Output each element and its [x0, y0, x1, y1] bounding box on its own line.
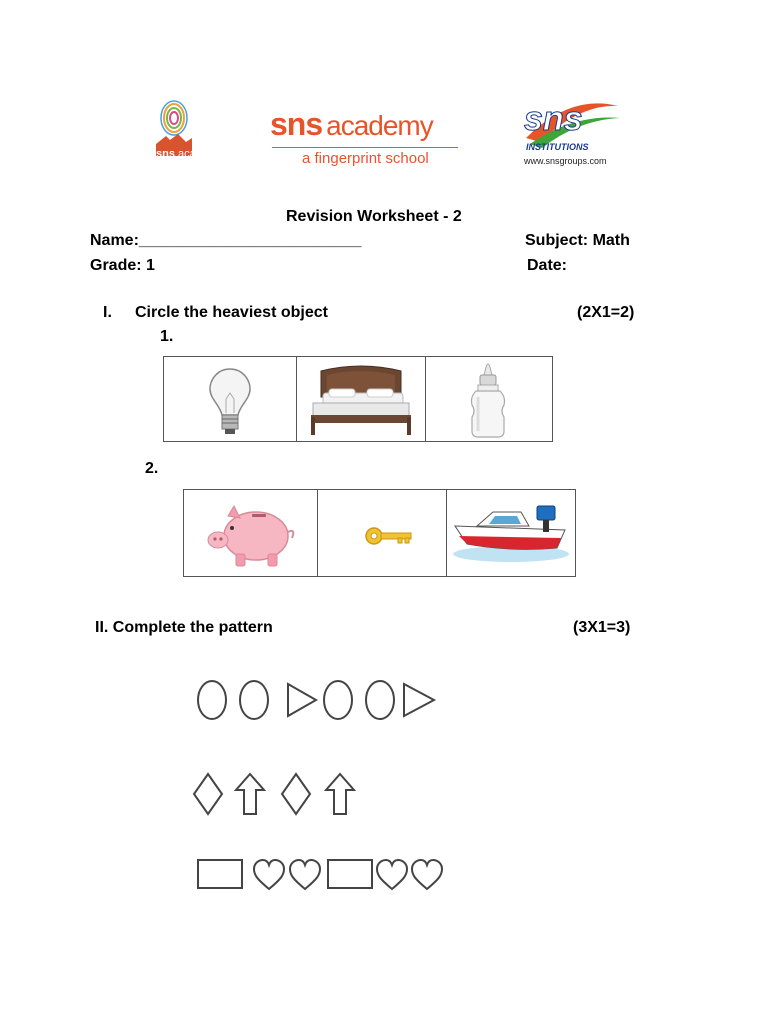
logo-left-brand: sns academy — [156, 148, 223, 160]
pattern-row-3[interactable] — [194, 856, 444, 896]
rectangle-shape — [198, 860, 242, 888]
diamond-shape — [194, 774, 222, 814]
logo-left — [152, 96, 226, 174]
question-1-cell-bed[interactable] — [297, 357, 426, 442]
bulb-icon — [164, 357, 296, 441]
section1-title: Circle the heaviest object — [135, 304, 328, 321]
heart-shape — [377, 860, 407, 889]
bottle-icon — [426, 357, 552, 441]
arrow-up-shape — [236, 774, 264, 814]
question-1-cell-bottle[interactable] — [426, 357, 553, 442]
key-icon — [318, 490, 446, 576]
logo-center-divider — [272, 147, 458, 148]
grade-field: Grade: 1 — [90, 257, 155, 274]
logo-right-url: www.snsgroups.com — [524, 156, 607, 166]
question-2-cell-piggy-bank[interactable] — [184, 490, 318, 577]
question-2-number: 2. — [145, 460, 159, 477]
worksheet-title: Revision Worksheet - 2 — [286, 208, 462, 225]
question-2-cell-key[interactable] — [318, 490, 447, 577]
logo-right-sub: INSTITUTIONS — [526, 142, 589, 152]
oval-shape — [198, 681, 226, 719]
logo-right — [520, 98, 624, 174]
subject-field: Subject: Math — [525, 232, 630, 249]
pattern-row-1[interactable] — [192, 676, 442, 724]
arrow-up-shape — [326, 774, 354, 814]
section1-numeral: I. — [103, 304, 112, 321]
question-2-table — [183, 489, 576, 577]
heart-shape — [412, 860, 442, 889]
logo-center — [268, 106, 468, 170]
section1-marks: (2X1=2) — [577, 304, 635, 321]
triangle-shape — [288, 684, 316, 716]
logo-right-brand: sns — [524, 100, 583, 138]
question-1-number: 1. — [160, 328, 174, 345]
logo-center-brand: sns academy — [270, 106, 433, 142]
section2-title: II. Complete the pattern — [95, 619, 273, 636]
logo-left-tagline: a fingerprint school — [158, 162, 201, 168]
name-field: Name:_________________________ — [90, 232, 362, 249]
question-1-table — [163, 356, 553, 442]
question-2-cell-boat[interactable] — [447, 490, 576, 577]
oval-shape — [324, 681, 352, 719]
date-field: Date: — [527, 257, 568, 274]
bed-icon — [297, 357, 425, 441]
rectangle-shape — [328, 860, 372, 888]
diamond-shape — [282, 774, 310, 814]
oval-shape — [366, 681, 394, 719]
pattern-row-2[interactable] — [190, 768, 370, 818]
section2-marks: (3X1=3) — [573, 619, 631, 636]
piggy-bank-icon — [184, 490, 317, 576]
oval-shape — [240, 681, 268, 719]
question-1-cell-bulb[interactable] — [164, 357, 297, 442]
boat-icon — [447, 490, 575, 576]
heart-shape — [254, 860, 284, 889]
logo-center-tagline: a fingerprint school — [302, 150, 429, 167]
triangle-shape — [404, 684, 434, 716]
heart-shape — [290, 860, 320, 889]
